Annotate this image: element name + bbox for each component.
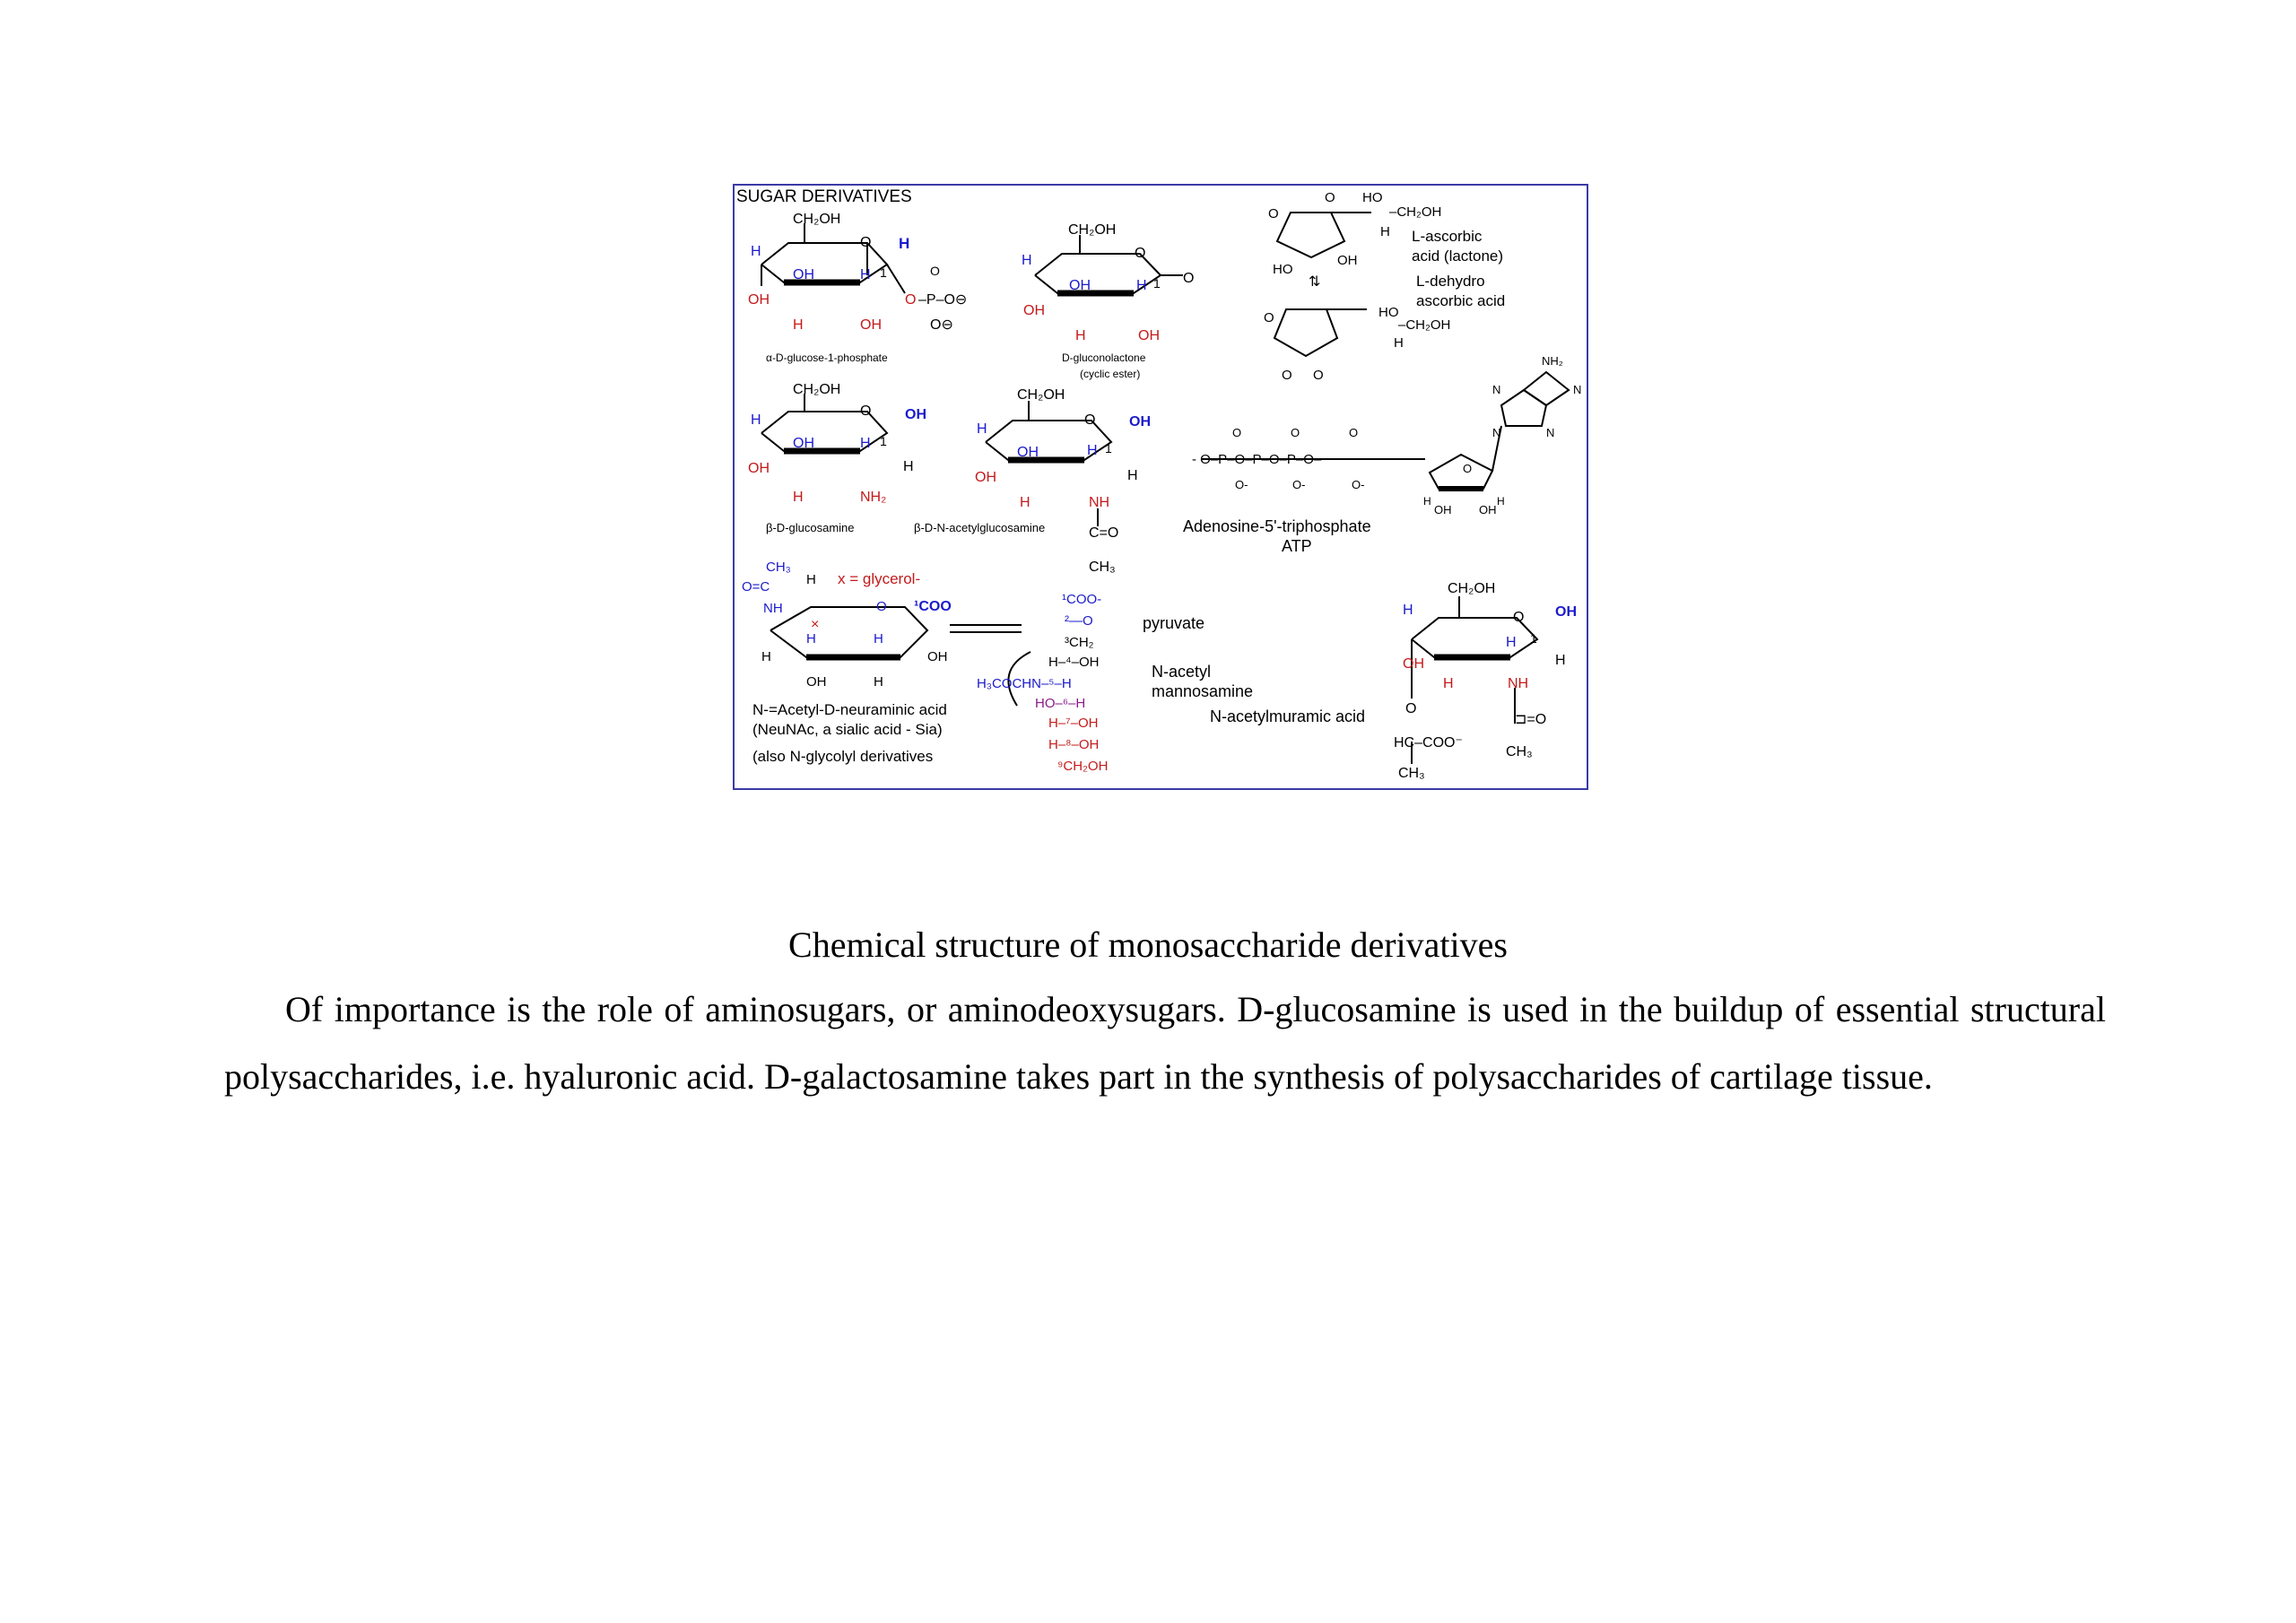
svg-text:H–⁴–OH: H–⁴–OH [1048,655,1100,670]
svg-text:H: H [1380,224,1390,239]
svg-text:–CH₂OH: –CH₂OH [1398,317,1451,333]
svg-text:OH: OH [1403,656,1424,672]
svg-text:NH: NH [763,601,783,616]
svg-text:H₃COCHN–⁵–H: H₃COCHN–⁵–H [977,676,1072,691]
svg-text:N: N [1492,383,1501,396]
svg-text:H: H [903,459,914,474]
svg-text:O: O [1513,610,1525,625]
svg-text:OH: OH [748,461,770,476]
gluconolactone-sublabel: (cyclic ester) [1080,368,1141,380]
n-acetylglucosamine-label: β-D-N-acetylglucosamine [914,521,1046,534]
svg-text:NH: NH [1508,676,1529,691]
svg-text:OH: OH [1479,503,1497,516]
svg-text:OH: OH [793,436,814,451]
svg-text:O: O [860,404,872,419]
svg-text:O: O [1232,426,1242,439]
neu-label: N-=Acetyl-D-neuraminic acid [752,701,947,718]
atp-label-2: ATP [1282,537,1312,555]
svg-text:H: H [793,317,804,333]
svg-text:CH₂OH: CH₂OH [1448,581,1496,596]
svg-text:HO: HO [1273,262,1293,277]
svg-text:O: O [860,235,872,250]
svg-text:²—O: ²—O [1065,613,1093,629]
svg-text:O: O [1325,190,1335,205]
svg-text:³CH₂: ³CH₂ [1065,635,1094,650]
svg-text:O⊖: O⊖ [930,317,953,333]
svg-text:NH₂: NH₂ [860,490,887,505]
svg-text:H: H [1127,468,1138,483]
structures-diagram [735,186,1587,788]
atp-label: Adenosine-5'-triphosphate [1183,517,1371,535]
glucosamine-label: β-D-glucosamine [766,521,855,534]
svg-text:–P–O⊖: –P–O⊖ [918,292,968,308]
svg-text:H: H [1020,495,1031,510]
svg-text:CH₃: CH₃ [1506,744,1533,759]
svg-text:H–⁷–OH: H–⁷–OH [1048,716,1099,731]
svg-text:H: H [874,631,883,647]
svg-text:O: O [1268,206,1279,221]
svg-text:O: O [930,264,940,278]
svg-text:NH₂: NH₂ [1542,354,1563,368]
svg-text:O: O [1183,271,1195,286]
svg-text:H: H [1555,653,1566,668]
mannosamine-label: mannosamine [1152,682,1254,700]
svg-text:O: O [876,599,887,614]
neu-label-3: (also N-glycolyl derivatives [752,748,934,765]
svg-text:H: H [1497,495,1505,508]
svg-text:H: H [1443,676,1454,691]
atp-structure [1201,372,1569,489]
svg-text:O-: O- [1235,478,1248,491]
svg-text:N: N [1492,426,1501,439]
svg-text:OH: OH [1017,445,1039,460]
svg-text:H–⁸–OH: H–⁸–OH [1048,737,1100,752]
svg-text:O-: O- [1352,478,1365,491]
gluconolactone-label: D-gluconolactone [1062,352,1146,364]
svg-text:H: H [1087,443,1098,458]
svg-text:OH: OH [1434,503,1452,516]
neu-label-2: (NeuNAc, a sialic acid - Sia) [752,721,943,738]
svg-text:H: H [793,490,804,505]
svg-text:OH: OH [905,407,926,422]
svg-text:⊐=O: ⊐=O [1515,712,1547,727]
svg-text:CH₂OH: CH₂OH [1017,387,1065,403]
svg-text:OH: OH [1069,278,1091,293]
dehydro-label-2: ascorbic acid [1416,292,1506,309]
svg-text:CH₃: CH₃ [1398,766,1425,781]
svg-text:CH₃: CH₃ [766,560,791,575]
svg-text:H: H [1022,253,1032,268]
svg-text:OH: OH [975,470,996,485]
svg-text:H: H [751,412,761,428]
svg-text:O: O [1135,246,1146,261]
svg-text:¹COO: ¹COO [914,599,952,614]
glucose-1-phosphate-structure [761,223,905,293]
svg-text:H: H [1075,328,1086,343]
svg-text:O: O [1282,368,1292,383]
svg-text:HC–COO⁻: HC–COO⁻ [1394,735,1463,751]
svg-text:OH: OH [1023,303,1045,318]
svg-text:H: H [751,244,761,259]
svg-text:H: H [1423,495,1431,508]
svg-text:CH₃: CH₃ [1089,560,1116,575]
svg-text:OH: OH [1555,604,1577,620]
svg-text:1: 1 [1153,276,1161,291]
svg-text:HO: HO [1362,190,1383,205]
svg-text:O: O [1405,701,1417,716]
svg-text:H: H [860,436,871,451]
svg-text:O: O [1084,412,1096,428]
svg-text:OH: OH [1129,414,1151,430]
svg-text:HO: HO [1378,305,1399,320]
svg-text:NH: NH [1089,495,1110,510]
svg-text:1: 1 [880,434,887,448]
svg-text:N: N [1546,426,1555,439]
pyruvate-label: pyruvate [1143,614,1205,632]
dehydro-label: L-dehydro [1416,273,1485,290]
figure-caption: Chemical structure of monosaccharide derivatives [788,924,1508,965]
svg-text:⇅: ⇅ [1309,274,1321,290]
gluconolactone-structure [1035,235,1183,293]
svg-text:O: O [1313,368,1324,383]
svg-text:H: H [1403,603,1413,618]
svg-text:O: O [1264,310,1274,325]
svg-text:CH₂OH: CH₂OH [793,212,841,227]
svg-text:H: H [806,631,816,647]
svg-text:H: H [1136,278,1147,293]
svg-text:O: O [1349,426,1359,439]
ascorbic-label-2: acid (lactone) [1412,247,1504,265]
muramic-label: N-acetylmuramic acid [1210,707,1366,725]
svg-text:H: H [1394,335,1404,351]
svg-text:–CH₂OH: –CH₂OH [1389,204,1442,220]
svg-text:H: H [1506,635,1517,650]
svg-text:1: 1 [1105,441,1112,456]
svg-text:O: O [1291,426,1300,439]
svg-text:OH: OH [748,292,770,308]
svg-text:OH: OH [806,674,827,690]
svg-text:OH: OH [1138,328,1160,343]
svg-text:1: 1 [880,265,887,280]
svg-text:O: O [905,292,917,308]
svg-text:OH: OH [927,649,948,664]
svg-text:OH: OH [793,267,814,282]
svg-text:O=C: O=C [742,579,770,595]
n-acetyl-label: N-acetyl [1152,663,1212,681]
svg-text:×: × [811,617,820,632]
svg-text:⁹CH₂OH: ⁹CH₂OH [1057,759,1109,774]
svg-text:H: H [977,421,987,437]
glycerol-label: x = glycerol- [838,570,921,587]
svg-text:H: H [899,235,910,252]
svg-text:H: H [761,649,771,664]
svg-text:OH: OH [860,317,882,333]
figure-title: SUGAR DERIVATIVES [736,187,912,206]
glucose-1-phosphate-label: α-D-glucose-1-phosphate [766,352,888,364]
svg-text:H: H [806,572,816,587]
svg-text:N: N [1573,383,1582,396]
svg-text:CH₂OH: CH₂OH [793,382,841,397]
svg-text:C=O: C=O [1089,525,1119,541]
svg-text:O-: O- [1292,478,1306,491]
sugar-derivatives-figure [733,184,1588,790]
svg-text:OH: OH [1337,253,1358,268]
svg-text:O: O [1463,462,1473,475]
ascorbic-label: L-ascorbic [1412,228,1483,245]
ascorbic-acid-structure [1274,213,1371,356]
svg-text:¹COO-: ¹COO- [1062,592,1102,607]
body-paragraph: Of importance is the role of aminosugars, or aminodeoxysugars. D-glucosamine is used in the buildup of essential structural polysaccharides, i.e. hyaluronic acid. D-galactosamine takes part in the synthesis of polysaccharides of cartilage tissue. [224,989,2106,1097]
svg-text:H: H [860,267,871,282]
svg-text:CH₂OH: CH₂OH [1068,222,1117,238]
svg-text:- O–P–O–P–O–P–O–: - O–P–O–P–O–P–O– [1192,452,1322,467]
svg-text:H: H [874,674,883,690]
svg-text:1: 1 [1530,631,1537,646]
svg-text:HO–⁶–H: HO–⁶–H [1035,696,1086,711]
